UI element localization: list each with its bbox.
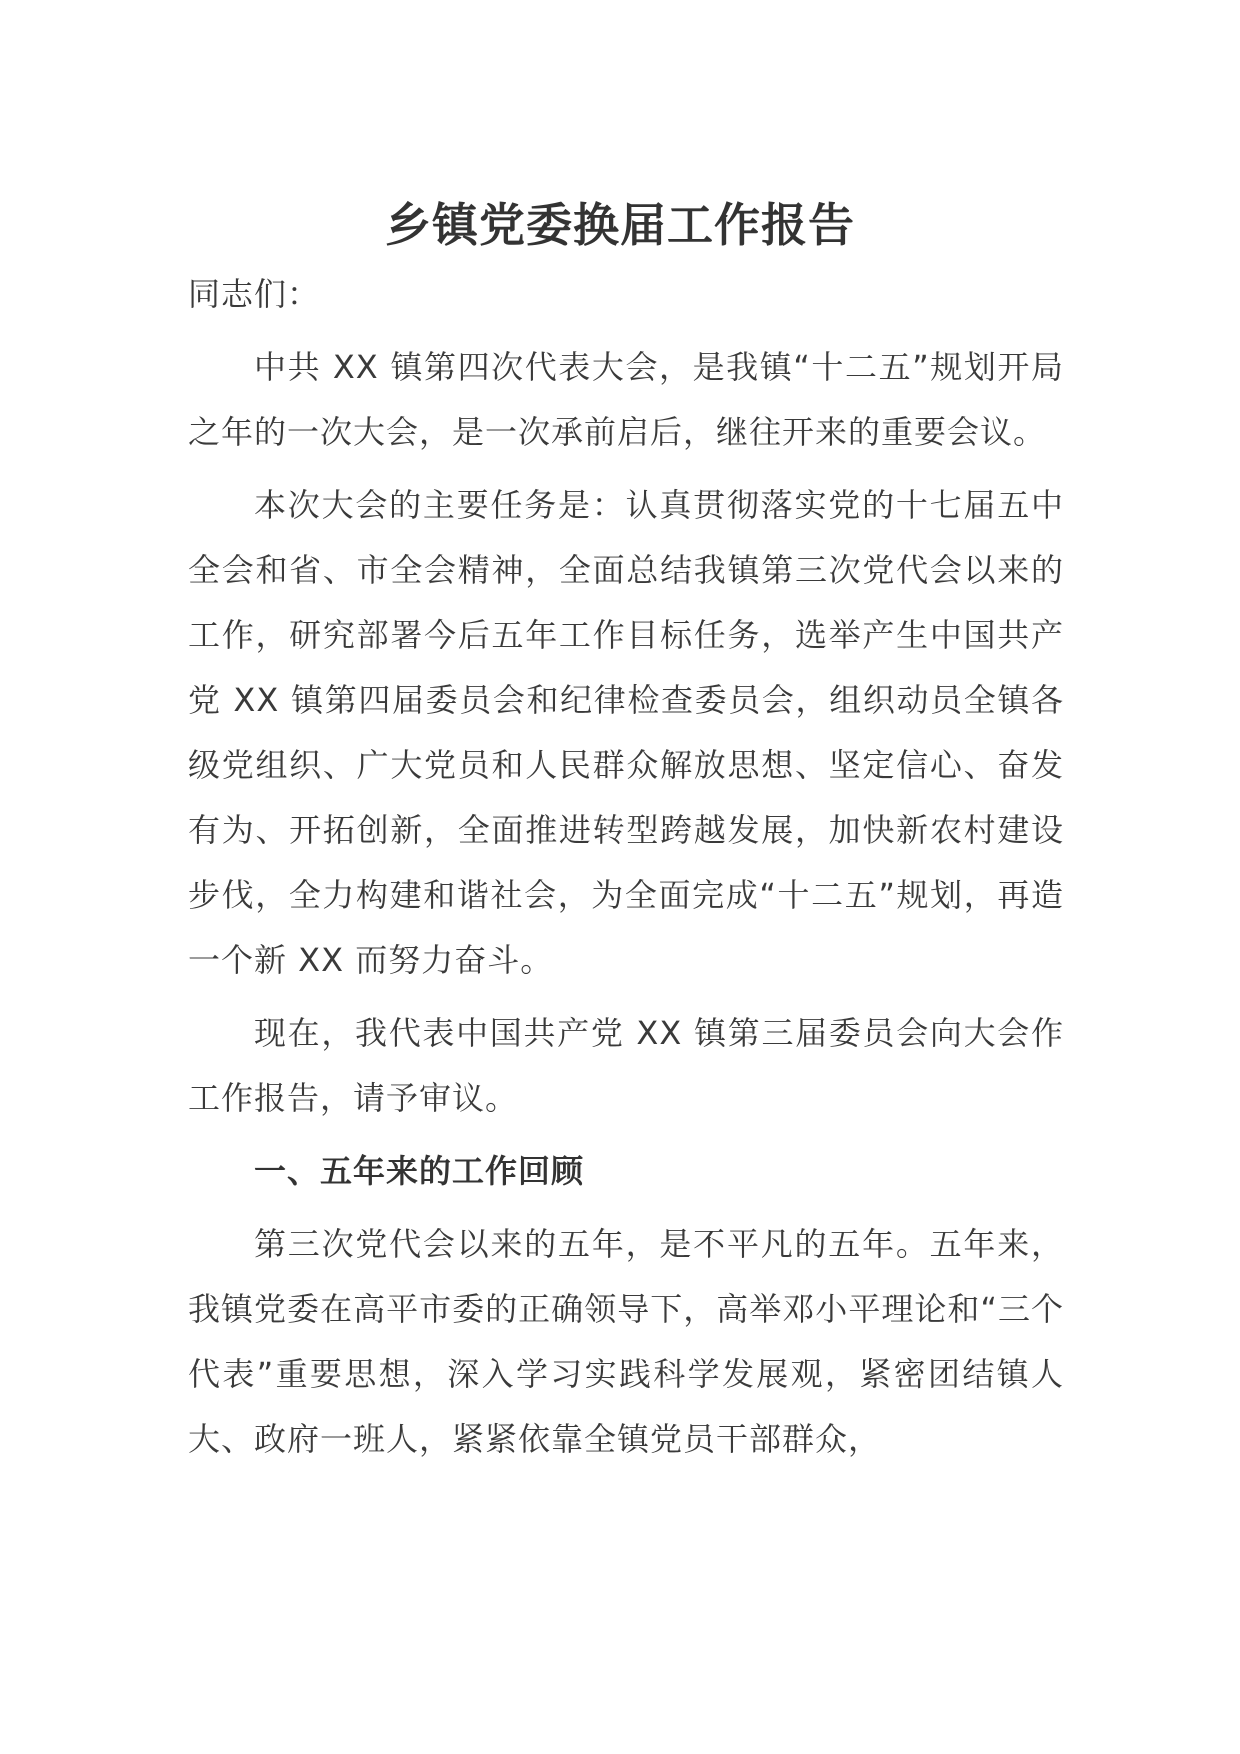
document-title: 乡镇党委换届工作报告 [385, 197, 855, 252]
section-heading: 一、五年来的工作回顾 [254, 1152, 585, 1190]
paragraph-review: 第三次党代会以来的五年，是不平凡的五年。五年来，我镇党委在高平市委的正确领导下，高举邓小平理论和“三个代表”重要思想，深入学习实践科学发展观，紧密团结镇人大、政府一班人，紧紧依靠全镇党员干部群众， [188, 1225, 1064, 1458]
paragraph-report-intro: 现在，我代表中国共产党 XX 镇第三届委员会向大会作工作报告，请予审议。 [188, 1014, 1064, 1117]
salutation: 同志们： [188, 275, 321, 313]
paragraph-opening: 中共 XX 镇第四次代表大会，是我镇“十二五”规划开局之年的一次大会，是一次承前启后，继往开来的重要会议。 [188, 348, 1064, 451]
paragraph-main-tasks: 本次大会的主要任务是：认真贯彻落实党的十七届五中全会和省、市全会精神，全面总结我镇第三次党代会以来的工作，研究部署今后五年工作目标任务，选举产生中国共产党 XX 镇第四届委员会和纪律检查委员会，组织动员全镇各级党组织、广大党员和人民群众解放思想、坚定信心、奋发有为、开拓创新，全面推进转型跨越发展，加快新农村建设步伐，全力构建和谐社会，为全面完成“十二五”规划，再造一个新 XX 而努力奋斗。 [188, 486, 1064, 979]
document-body [188, 262, 1064, 1480]
